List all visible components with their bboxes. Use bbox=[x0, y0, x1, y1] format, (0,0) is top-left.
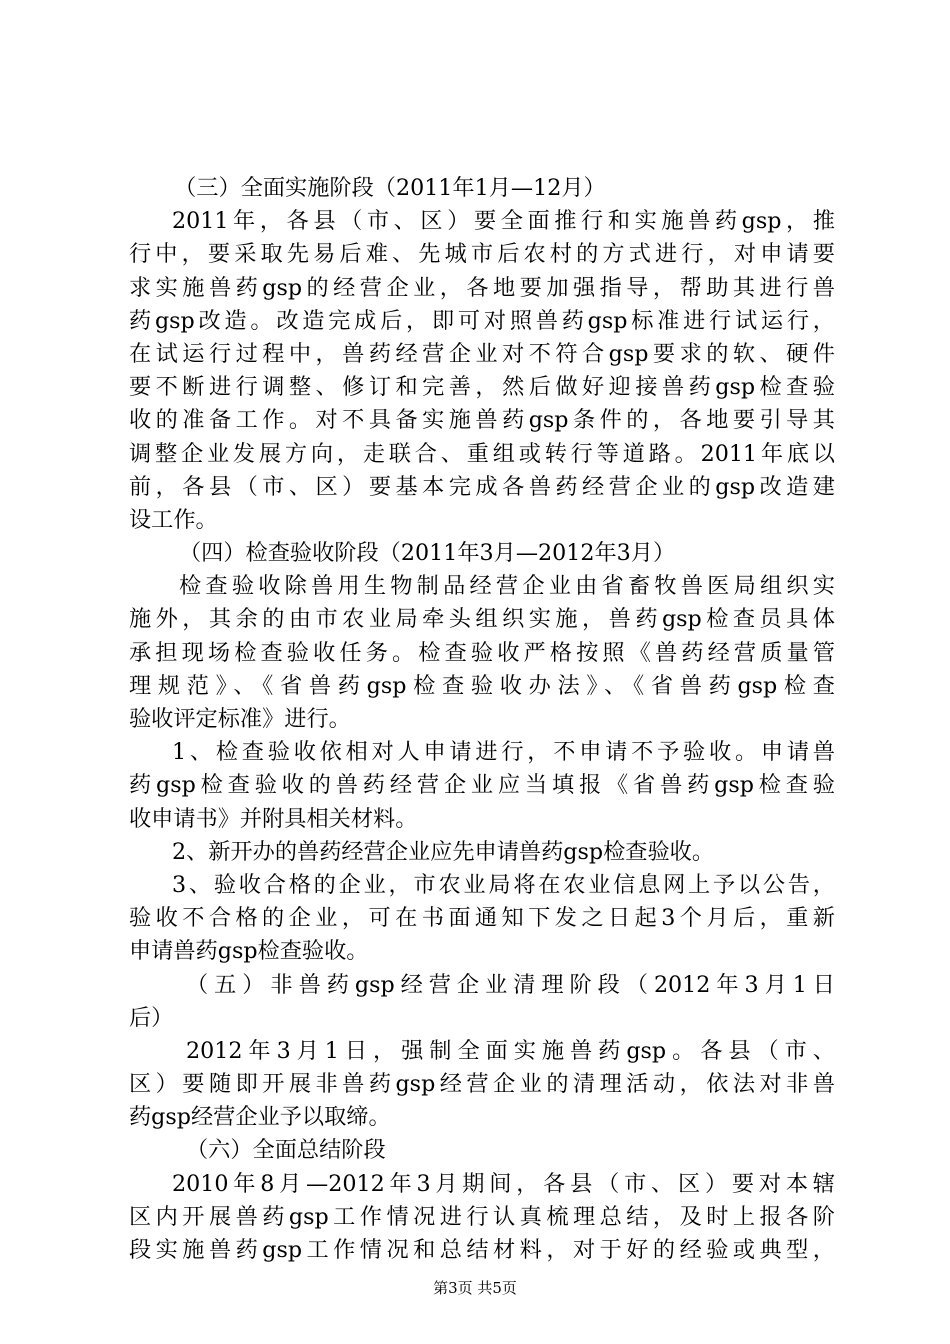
text-line: 理规范》、《省兽药gsp检查验收办法》、《省兽药gsp检查 bbox=[129, 672, 835, 699]
text-line: 验收不合格的企业，可在书面通知下发之日起3个月后，重新 bbox=[129, 905, 835, 932]
text-line: 在试运行过程中，兽药经营企业对不符合gsp要求的软、硬件 bbox=[129, 340, 835, 367]
text-line: 检查验收除兽用生物制品经营企业由省畜牧兽医局组织实 bbox=[179, 573, 835, 600]
text-line: 设工作。 bbox=[129, 506, 218, 533]
text-line: 求实施兽药gsp的经营企业，各地要加强指导，帮助其进行兽 bbox=[129, 274, 835, 301]
text-line: 承担现场检查验收任务。检查验收严格按照《兽药经营质量管 bbox=[129, 639, 835, 666]
text-line: 2010年8月—2012年3月期间，各县（市、区）要对本辖 bbox=[172, 1170, 835, 1197]
text-line: （四）检查验收阶段（2011年3月—2012年3月） bbox=[179, 540, 676, 567]
text-line: 行中，要采取先易后难、先城市后农村的方式进行，对申请要 bbox=[129, 241, 835, 268]
text-line: 药gsp检查验收的兽药经营企业应当填报《省兽药gsp检查验 bbox=[129, 772, 835, 799]
text-line: 申请兽药gsp检查验收。 bbox=[129, 938, 369, 965]
text-line: 1、检查验收依相对人申请进行，不申请不予验收。申请兽 bbox=[172, 739, 835, 766]
page-footer: 第3页 共5页 bbox=[433, 1279, 517, 1297]
text-line: 后） bbox=[129, 1004, 174, 1031]
document-body bbox=[129, 172, 835, 1267]
text-line: 2011年，各县（市、区）要全面推行和实施兽药gsp，推 bbox=[172, 208, 835, 235]
text-line: 验收评定标准》进行。 bbox=[129, 706, 351, 732]
text-line: （六）全面总结阶段 bbox=[186, 1137, 386, 1164]
text-line: 前，各县（市、区）要基本完成各兽药经营企业的gsp改造建 bbox=[129, 473, 835, 500]
text-line: 调整企业发展方向，走联合、重组或转行等道路。2011年底以 bbox=[129, 440, 835, 467]
text-line: 区内开展兽药gsp工作情况进行认真梳理总结，及时上报各阶 bbox=[129, 1203, 835, 1230]
text-line: 药gsp经营企业予以取缔。 bbox=[129, 1104, 391, 1131]
text-line: 药gsp改造。改造完成后，即可对照兽药gsp标准进行试运行， bbox=[129, 307, 835, 334]
text-line: （五）非兽药gsp经营企业清理阶段（2012年3月1日 bbox=[186, 971, 835, 998]
text-line: 要不断进行调整、修订和完善，然后做好迎接兽药gsp检查验 bbox=[129, 374, 835, 401]
text-line: 2012年3月1日，强制全面实施兽药gsp。各县（市、 bbox=[186, 1037, 835, 1064]
text-line: 3、验收合格的企业，市农业局将在农业信息网上予以公告， bbox=[172, 871, 835, 898]
text-line: （三）全面实施阶段（2011年1月—12月） bbox=[163, 175, 606, 201]
text-line: 段实施兽药gsp工作情况和总结材料，对于好的经验或典型， bbox=[129, 1237, 835, 1263]
text-line: 2、新开办的兽药经营企业应先申请兽药gsp检查验收。 bbox=[172, 838, 715, 865]
text-line: 施外，其余的由市农业局牵头组织实施，兽药gsp检查员具体 bbox=[129, 606, 835, 633]
text-line: 区）要随即开展非兽药gsp经营企业的清理活动，依法对非兽 bbox=[129, 1071, 835, 1098]
text-line: 收申请书》并附具相关材料。 bbox=[129, 805, 418, 832]
text-line: 收的准备工作。对不具备实施兽药gsp条件的，各地要引导其 bbox=[129, 407, 835, 434]
